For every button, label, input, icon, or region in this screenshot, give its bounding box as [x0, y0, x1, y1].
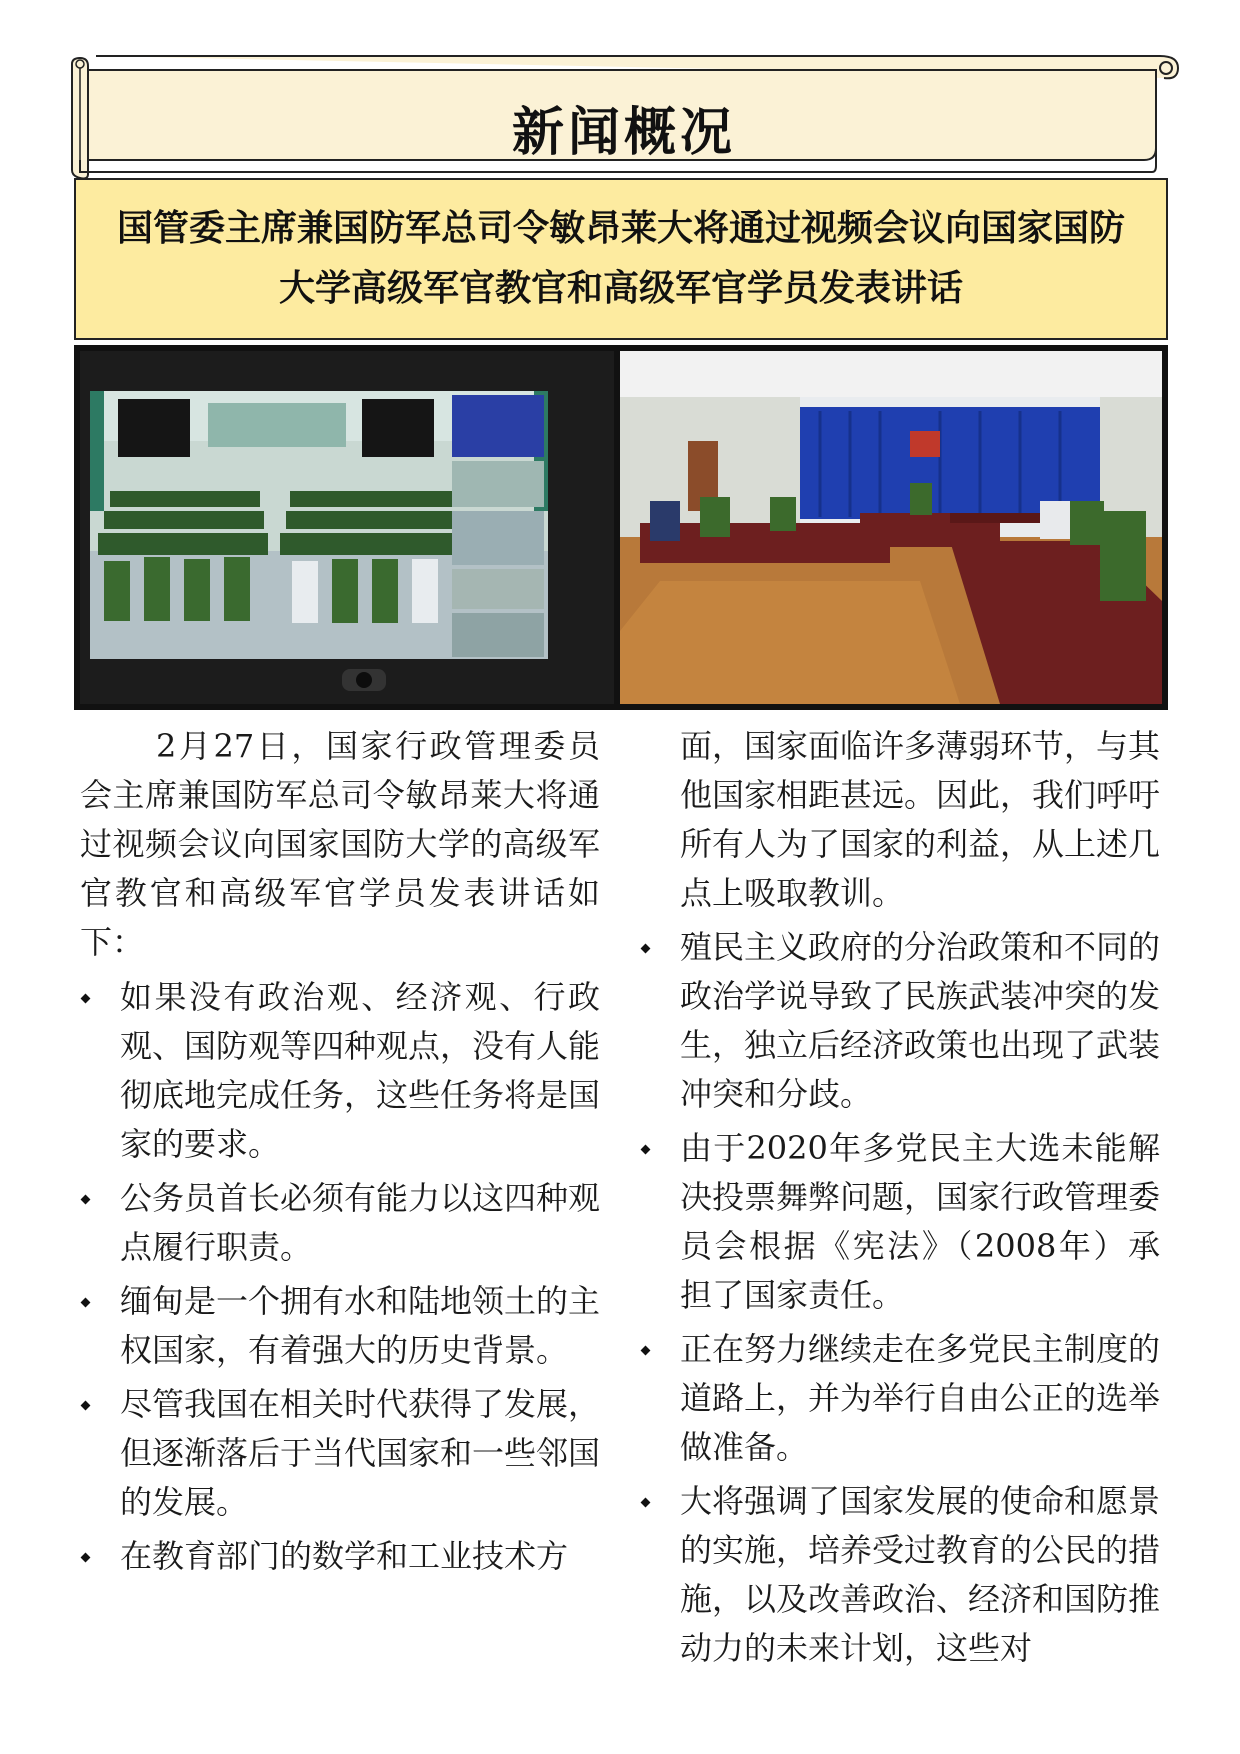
list-item-text: 由于2020年多党民主大选未能解决投票舞弊问题，国家行政管理委员会根据《宪法》（2008年）承担了国家责任。: [680, 1129, 1161, 1314]
bullet-icon: [641, 1346, 651, 1356]
list-item: [640, 1124, 1160, 1320]
headline-line-1: 国管委主席兼国防军总司令敏昂莱大将通过视频会议向国家国防: [116, 208, 1125, 249]
headline-box: [74, 178, 1168, 340]
list-item: [640, 1325, 1160, 1472]
bullet-icon: [81, 1401, 91, 1411]
list-item-text: 正在努力继续走在多党民主制度的道路上，并为举行自由公正的选举做准备。: [680, 1330, 1161, 1466]
list-item-text: 在教育部门的数学和工业技术方: [120, 1537, 569, 1575]
title-banner: [66, 48, 1182, 178]
bullet-list-left: [80, 973, 600, 1581]
list-item: [80, 1532, 600, 1581]
headline-line-2: 大学高级军官教官和高级军官学员发表讲话: [278, 268, 963, 309]
list-item-text: 大将强调了国家发展的使命和愿景的实施，培养受过教育的公民的措施，以及改善政治、经济和国防推动力的未来计划，这些对: [680, 1482, 1161, 1667]
list-item-text: 如果没有政治观、经济观、行政观、国防观等四种观点，没有人能彻底地完成任务，这些任务将是国家的要求。: [120, 978, 601, 1163]
bullet-icon: [641, 944, 651, 954]
article-intro: 2月27日，国家行政管理委员会主席兼国防军总司令敏昂莱大将通过视频会议向国家国防大学的高级军官教官和高级军官学员发表讲话如下：: [80, 727, 600, 961]
list-item-text: 尽管我国在相关时代获得了发展，但逐渐落后于当代国家和一些邻国的发展。: [120, 1385, 601, 1521]
bullet-icon: [81, 994, 91, 1004]
article-column-left: [80, 722, 600, 1586]
meeting-room-photo: [620, 351, 1162, 704]
article-continuation: 面，国家面临许多薄弱环节，与其他国家相距甚远。因此，我们呼吁所有人为了国家的利益，从上述几点上吸取教训。: [680, 727, 1161, 912]
list-item: [80, 1277, 600, 1375]
list-item-text: 殖民主义政府的分治政策和不同的政治学说导致了民族武装冲突的发生，独立后经济政策也出现了武装冲突和分歧。: [680, 928, 1161, 1113]
bullet-icon: [641, 1498, 651, 1508]
list-item: [640, 1477, 1160, 1673]
bullet-icon: [81, 1298, 91, 1308]
bullet-icon: [641, 1145, 651, 1155]
list-item: [80, 1380, 600, 1527]
meeting-room-illustration: [620, 351, 1162, 704]
video-conference-photo: [80, 351, 614, 704]
list-item-text: 公务员首长必须有能力以这四种观点履行职责。: [120, 1179, 601, 1266]
list-item: [80, 973, 600, 1169]
list-item: [640, 923, 1160, 1119]
bullet-icon: [81, 1553, 91, 1563]
page-title: 新闻概况: [511, 103, 736, 163]
photo-strip: [74, 345, 1168, 710]
list-item-text: 缅甸是一个拥有水和陆地领土的主权国家，有着强大的历史背景。: [120, 1282, 601, 1369]
bullet-list-right: [640, 923, 1160, 1673]
article-column-right: [640, 722, 1160, 1678]
list-item: [80, 1174, 600, 1272]
video-conference-illustration: [80, 351, 614, 704]
bullet-icon: [81, 1195, 91, 1205]
